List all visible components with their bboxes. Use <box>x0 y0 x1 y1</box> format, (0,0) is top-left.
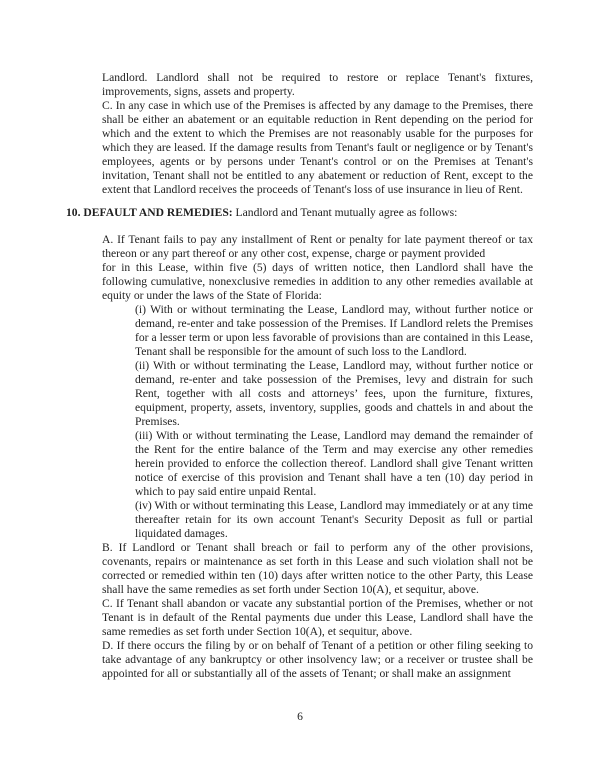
remedy-iii: (iii) With or without terminating the Lease, Landlord may demand the remainder of the Rent for the entire balance of the Term and may exercise any other remedies herein provided to enforce the collection thereof. Landlord shall give Tenant written notice of exercise of this provision and Tenant shall have a ten (10) day period in which to pay said entire unpaid Rental. <box>135 429 533 498</box>
paragraph-a-part2: for in this Lease, within five (5) days of written notice, then Landlord shall have the following cumulative, nonexclusive remedies in addition to any other remedies available at equity or under the laws of the State of Florida: <box>102 261 533 302</box>
section-10-heading <box>66 206 533 220</box>
remedy-iv: (iv) With or without terminating this Lease, Landlord may immediately or at any time thereafter retain for its own account Tenant's Security Deposit as full or partial liquidated damages. <box>135 499 533 540</box>
paragraph-d: D. If there occurs the filing by or on behalf of Tenant of a petition or other filing seeking to take advantage of any bankruptcy or other insolvency law; or a receiver or trustee shall be appointed for all or substantially all of the assets of Tenant; or shall make an assignment <box>102 639 533 680</box>
paragraph-b: B. If Landlord or Tenant shall breach or fail to perform any of the other provisions, covenants, repairs or maintenance as set forth in this Lease and such violation shall not be corrected or remedied within ten (10) days after written notice to the other Party, this Lease shall have the same remedies as set forth under Section 10(A), et sequitur, above. <box>102 541 533 596</box>
remedy-ii: (ii) With or without terminating the Lease, Landlord may, without further notice or demand, re-enter and take possession of the Premises, levy and distrain for such Rent, together with all costs and attorneys’ fees, upon the furniture, fixtures, equipment, property, assets, inventory, supplies, goods and chattels in and about the Premises. <box>135 359 533 428</box>
section-10-heading-title: 10. DEFAULT AND REMEDIES: <box>66 206 233 219</box>
paragraph-c: C. If Tenant shall abandon or vacate any substantial portion of the Premises, whether or not Tenant is in default of the Rental payments due under this Lease, Landlord shall have the same remedies as set forth under Section 10(A), et sequitur, above. <box>102 597 533 638</box>
section-10-heading-text: Landlord and Tenant mutually agree as follows: <box>232 206 458 219</box>
paragraph-continuation: Landlord. Landlord shall not be required to restore or replace Tenant's fixtures, improvements, signs, assets and property. <box>102 71 533 98</box>
remedy-i: (i) With or without terminating the Lease, Landlord may, without further notice or demand, re-enter and take possession of the Premises. If Landlord relets the Premises for a lesser term or upon less favorable of provisions than are contained in this Lease, Tenant shall be responsible for the amount of such loss to the Landlord. <box>135 303 533 358</box>
paragraph-a-part1: A. If Tenant fails to pay any installment of Rent or penalty for late payment thereof or tax thereon or any part thereof or any other cost, expense, charge or payment provided <box>102 233 533 260</box>
paragraph-damage-abatement: C. In any case in which use of the Premises is affected by any damage to the Premises, there shall be either an abatement or an equitable reduction in Rent depending on the period for which and the extent to which the Premises are not reasonably usable for the purposes for which they are leased. If the damage results from Tenant's fault or negligence or by Tenant's employees, agents or by persons under Tenant's control or on the Premises at Tenant's invitation, Tenant shall not be entitled to any abatement or reduction of Rent, except to the extent that Landlord receives the proceeds of Tenant's loss of use insurance in lieu of Rent. <box>102 99 533 196</box>
page-number: 6 <box>297 710 303 723</box>
